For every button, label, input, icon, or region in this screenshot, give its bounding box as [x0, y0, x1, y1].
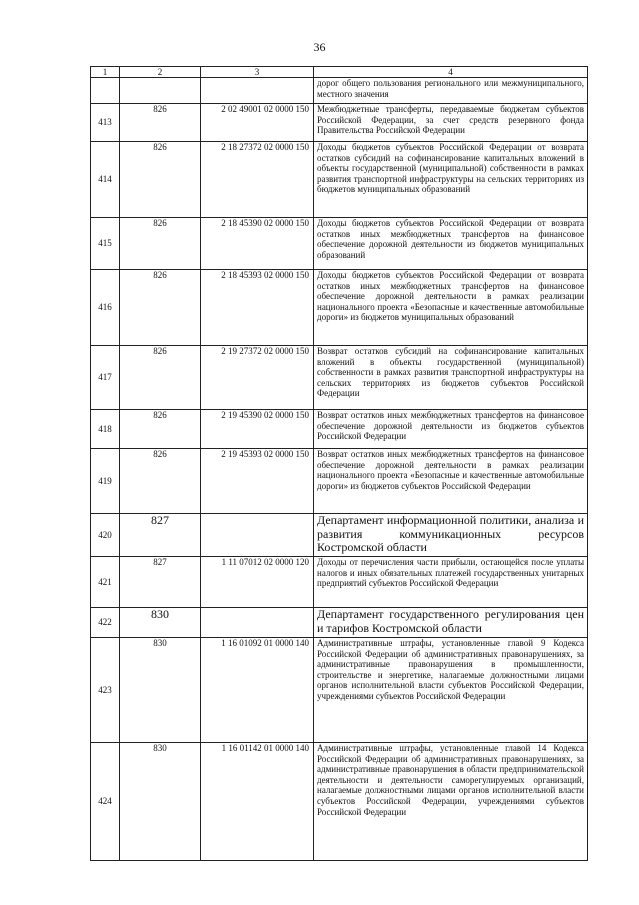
department-name: Департамент информационной политики, анализа и развития коммуникационных ресурсов Костромской области	[314, 514, 588, 557]
row-number: 414	[91, 142, 120, 218]
admin-code	[120, 78, 201, 104]
header-col-4: 4	[314, 67, 588, 78]
income-code: 2 18 45393 02 0000 150	[201, 270, 314, 346]
table-row	[91, 449, 588, 514]
income-name: Административные штрафы, установленные главой 9 Кодекса Российской Федерации об административных правонарушениях, за административные правонарушения в промышленности, строительстве и энергетике, налагаемые должностными лицами органов исполнительной власти субъектов Российской Федерации, учреждениями субъектов Российской Федерации	[314, 638, 588, 743]
row-number: 420	[91, 514, 120, 557]
department-name: Департамент государственного регулирования цен и тарифов Костромской области	[314, 608, 588, 638]
income-name: Возврат остатков иных межбюджетных трансфертов на финансовое обеспечение дорожной деятельности из бюджетов субъектов Российской Федерации	[314, 410, 588, 449]
table-header-row	[91, 67, 588, 78]
table-row	[91, 608, 588, 638]
income-code	[201, 514, 314, 557]
income-code: 2 19 27372 02 0000 150	[201, 346, 314, 410]
admin-code: 826	[120, 104, 201, 142]
income-name: Административные штрафы, установленные главой 14 Кодекса Российской Федерации об административных правонарушениях, за административные правонарушения в области предпринимательской деятельности и деятельности саморегулируемых организаций, налагаемые должностными лицами органов исполнительной власти субъектов Российской Федерации, учреждениями субъектов Российской Федерации	[314, 743, 588, 861]
income-name: Доходы бюджетов субъектов Российской Федерации от возврата остатков субсидий на софинансирование капитальных вложений в объекты государственной (муниципальной) собственности в рамках развития транспортной инфраструктуры на сельских территориях из бюджетов муниципальных образований	[314, 142, 588, 218]
admin-code: 826	[120, 346, 201, 410]
header-col-1: 1	[91, 67, 120, 78]
income-code: 1 16 01092 01 0000 140	[201, 638, 314, 743]
row-number: 415	[91, 218, 120, 270]
income-code: 1 11 07012 02 0000 120	[201, 557, 314, 608]
row-number: 423	[91, 638, 120, 743]
income-code: 2 18 45390 02 0000 150	[201, 218, 314, 270]
income-name: Доходы бюджетов субъектов Российской Федерации от возврата остатков иных межбюджетных трансфертов на финансовое обеспечение дорожной деятельности в рамках реализации национального проекта «Безопасные и качественные автомобильные дороги» из бюджетов муниципальных образований	[314, 270, 588, 346]
admin-code: 826	[120, 218, 201, 270]
table-row	[91, 218, 588, 270]
table-row	[91, 142, 588, 218]
table-row	[91, 743, 588, 861]
income-name: Возврат остатков субсидий на софинансирование капитальных вложений в объекты государственной (муниципальной) собственности в рамках развития транспортной инфраструктуры на сельских территориях из бюджетов субъектов Российской Федерации	[314, 346, 588, 410]
income-code: 2 02 49001 02 0000 150	[201, 104, 314, 142]
table-row	[91, 346, 588, 410]
table-row	[91, 514, 588, 557]
table-row	[91, 270, 588, 346]
admin-code: 826	[120, 142, 201, 218]
income-code	[201, 78, 314, 104]
row-number: 422	[91, 608, 120, 638]
table-row	[91, 410, 588, 449]
row-number: 424	[91, 743, 120, 861]
table-row	[91, 104, 588, 142]
income-code: 2 18 27372 02 0000 150	[201, 142, 314, 218]
header-col-2: 2	[120, 67, 201, 78]
table-row	[91, 557, 588, 608]
admin-code: 830	[120, 638, 201, 743]
income-name: Доходы от перечисления части прибыли, остающейся после уплаты налогов и иных обязательных платежей государственных унитарных предприятий субъектов Российской Федерации	[314, 557, 588, 608]
row-number: 418	[91, 410, 120, 449]
income-code: 2 19 45393 02 0000 150	[201, 449, 314, 514]
row-number: 413	[91, 104, 120, 142]
income-name: Доходы бюджетов субъектов Российской Федерации от возврата остатков иных межбюджетных трансфертов на финансовое обеспечение дорожной деятельности из бюджетов муниципальных образований	[314, 218, 588, 270]
table-row	[91, 78, 588, 104]
row-number: 417	[91, 346, 120, 410]
income-name: Межбюджетные трансферты, передаваемые бюджетам субъектов Российской Федерации, за счет средств резервного фонда Правительства Российской Федерации	[314, 104, 588, 142]
admin-code: 830	[120, 743, 201, 861]
admin-code: 827	[120, 557, 201, 608]
income-code: 2 19 45390 02 0000 150	[201, 410, 314, 449]
admin-code: 826	[120, 410, 201, 449]
income-code: 1 16 01142 01 0000 140	[201, 743, 314, 861]
admin-code: 826	[120, 270, 201, 346]
income-name: Возврат остатков иных межбюджетных трансфертов на финансовое обеспечение дорожной деятельности в рамках реализации национального проекта «Безопасные и качественные автомобильные дороги» из бюджетов субъектов Российской Федерации	[314, 449, 588, 514]
income-codes-table	[90, 66, 588, 861]
admin-code: 830	[120, 608, 201, 638]
income-name: дорог общего пользования регионального или межмуниципального, местного значения	[314, 78, 588, 104]
admin-code: 826	[120, 449, 201, 514]
header-col-3: 3	[201, 67, 314, 78]
row-number: 416	[91, 270, 120, 346]
income-code	[201, 608, 314, 638]
row-number: 419	[91, 449, 120, 514]
page-number: 36	[313, 40, 326, 54]
row-number: 421	[91, 557, 120, 608]
admin-code: 827	[120, 514, 201, 557]
table-row	[91, 638, 588, 743]
row-number	[91, 78, 120, 104]
